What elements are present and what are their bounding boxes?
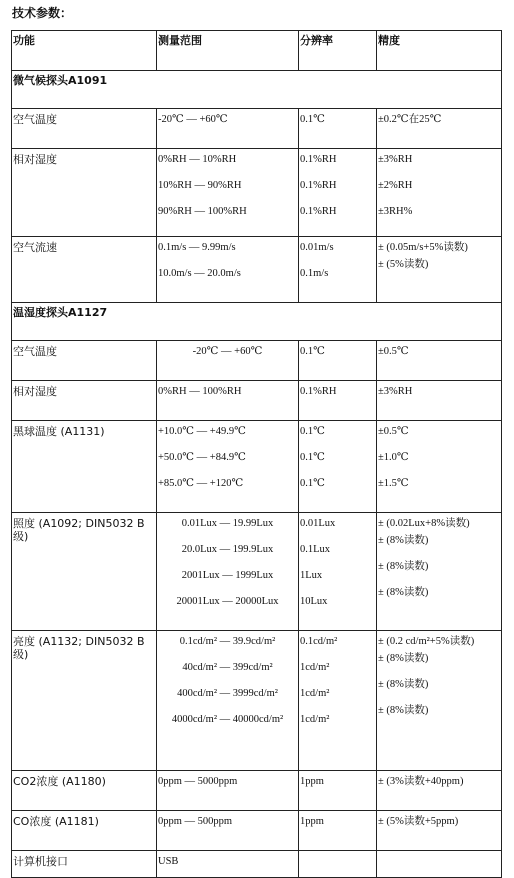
table-row: [12, 341, 502, 381]
range-value: 0%RH — 10%RH: [158, 154, 237, 165]
header-row: [12, 31, 502, 71]
resolution-cell: [299, 237, 377, 303]
accuracy-value: ±0.5℃: [378, 346, 409, 357]
resolution-value: 0.1℃: [300, 478, 325, 489]
resolution-cell: [299, 851, 377, 878]
accuracy-value: ±3RH%: [378, 206, 413, 217]
accuracy-cell: [377, 771, 502, 811]
resolution-value: 1cd/m²: [300, 688, 330, 699]
table-row: [12, 811, 502, 851]
resolution-value: 0.01Lux: [300, 518, 336, 529]
range-cell: [157, 109, 299, 149]
accuracy-value: ± (0.05m/s+5%读数): [378, 242, 468, 253]
range-value: 0.1cd/m² — 39.9cd/m²: [179, 636, 276, 647]
resolution-value: 0.1%RH: [300, 154, 337, 165]
section-heading: 温湿度探头A1127: [12, 303, 502, 341]
accuracy-value: ±0.5℃: [378, 426, 409, 437]
accuracy-value: ± (0.02Lux+8%读数): [378, 518, 470, 529]
accuracy-cell: [377, 341, 502, 381]
resolution-value: 0.1℃: [300, 346, 325, 357]
accuracy-value: ±3%RH: [378, 154, 413, 165]
accuracy-value: ± (5%读数+5ppm): [378, 816, 459, 827]
resolution-cell: [299, 381, 377, 421]
function-cell: [12, 237, 157, 303]
section-heading: 微气候探头A1091: [12, 71, 502, 109]
range-value: 400cd/m² — 3999cd/m²: [177, 688, 278, 699]
range-cell: [157, 631, 299, 771]
table-row: [12, 771, 502, 811]
accuracy-value: ± (8%读数): [378, 653, 429, 664]
accuracy-value: ±1.0℃: [378, 452, 409, 463]
header-accuracy: 精度: [377, 31, 502, 71]
function-cell: [12, 149, 157, 237]
header-resolution: 分辨率: [299, 31, 377, 71]
function-label: CO浓度 (A1181): [13, 815, 99, 828]
range-cell: [157, 237, 299, 303]
function-cell: [12, 851, 157, 878]
resolution-value: 1cd/m²: [300, 662, 330, 673]
accuracy-cell: [377, 513, 502, 631]
range-value: USB: [158, 856, 179, 867]
resolution-value: 0.1℃: [300, 114, 325, 125]
range-value: 2001Lux — 1999Lux: [181, 570, 274, 581]
resolution-cell: [299, 811, 377, 851]
accuracy-cell: [377, 851, 502, 878]
range-value: 0ppm — 500ppm: [158, 816, 233, 827]
range-value: 20.0Lux — 199.9Lux: [181, 544, 274, 555]
spec-table: [11, 30, 502, 878]
resolution-cell: [299, 149, 377, 237]
header-range: 测量范围: [157, 31, 299, 71]
resolution-cell: [299, 513, 377, 631]
range-value: 10.0m/s — 20.0m/s: [158, 268, 241, 279]
resolution-value: 1ppm: [300, 816, 324, 827]
accuracy-value: ± (8%读数): [378, 587, 429, 598]
range-value: +10.0℃ — +49.9℃: [158, 426, 246, 437]
table-row: [12, 631, 502, 771]
range-value: -20℃ — +60℃: [192, 346, 263, 357]
accuracy-value: ± (8%读数): [378, 679, 429, 690]
range-cell: [157, 811, 299, 851]
function-cell: [12, 109, 157, 149]
function-label: 照度 (A1092; DIN5032 B级): [13, 517, 145, 543]
range-value: 20001Lux — 20000Lux: [176, 596, 279, 607]
resolution-value: 0.1cd/m²: [300, 636, 338, 647]
range-value: 0.1m/s — 9.99m/s: [158, 242, 236, 253]
accuracy-value: ±1.5℃: [378, 478, 409, 489]
range-cell: [157, 149, 299, 237]
range-value: 90%RH — 100%RH: [158, 206, 247, 217]
function-label: 相对湿度: [13, 153, 57, 166]
resolution-cell: [299, 341, 377, 381]
accuracy-cell: [377, 421, 502, 513]
section-title: 技术参数：: [12, 6, 73, 20]
function-cell: [12, 341, 157, 381]
resolution-cell: [299, 109, 377, 149]
range-value: +85.0℃ — +120℃: [158, 478, 244, 489]
accuracy-cell: [377, 109, 502, 149]
accuracy-value: ±2%RH: [378, 180, 413, 191]
resolution-value: [300, 851, 375, 877]
function-cell: [12, 513, 157, 631]
function-label: 空气流速: [13, 241, 57, 254]
accuracy-value: ± (0.2 cd/m²+5%读数): [378, 636, 475, 647]
function-cell: [12, 381, 157, 421]
accuracy-value: ± (8%读数): [378, 561, 429, 572]
function-label: 空气温度: [13, 345, 57, 358]
function-cell: [12, 631, 157, 771]
resolution-value: 0.1%RH: [300, 206, 337, 217]
resolution-value: 0.01m/s: [300, 242, 334, 253]
table-row: [12, 237, 502, 303]
resolution-value: 1ppm: [300, 776, 324, 787]
accuracy-value: ±3%RH: [378, 386, 413, 397]
accuracy-cell: [377, 381, 502, 421]
resolution-cell: [299, 771, 377, 811]
function-label: CO2浓度 (A1180): [13, 775, 106, 788]
resolution-value: 10Lux: [300, 596, 328, 607]
range-value: 0ppm — 5000ppm: [158, 776, 238, 787]
table-row: [12, 109, 502, 149]
range-value: 4000cd/m² — 40000cd/m²: [171, 714, 284, 725]
table-row: [12, 513, 502, 631]
accuracy-value: ± (5%读数): [378, 259, 429, 270]
table-row: [12, 851, 502, 878]
function-label: 亮度 (A1132; DIN5032 B级): [13, 635, 145, 661]
resolution-value: 0.1℃: [300, 426, 325, 437]
accuracy-cell: [377, 811, 502, 851]
resolution-value: 0.1Lux: [300, 544, 331, 555]
range-value: 0.01Lux — 19.99Lux: [181, 518, 274, 529]
range-value: +50.0℃ — +84.9℃: [158, 452, 246, 463]
accuracy-cell: [377, 237, 502, 303]
function-label: 计算机接口: [13, 855, 68, 868]
resolution-value: 0.1℃: [300, 452, 325, 463]
accuracy-value: [378, 851, 500, 877]
range-value: -20℃ — +60℃: [158, 114, 228, 125]
resolution-value: 1Lux: [300, 570, 323, 581]
resolution-cell: [299, 421, 377, 513]
accuracy-cell: [377, 149, 502, 237]
function-cell: [12, 421, 157, 513]
function-cell: [12, 771, 157, 811]
resolution-value: 0.1%RH: [300, 386, 337, 397]
range-cell: [157, 421, 299, 513]
function-label: 空气温度: [13, 113, 57, 126]
range-cell: [157, 851, 299, 878]
range-value: 10%RH — 90%RH: [158, 180, 242, 191]
function-label: 相对湿度: [13, 385, 57, 398]
accuracy-cell: [377, 631, 502, 771]
range-value: 40cd/m² — 399cd/m²: [182, 662, 273, 673]
accuracy-value: ± (8%读数): [378, 535, 429, 546]
table-row: [12, 149, 502, 237]
accuracy-value: ±0.2℃在25℃: [378, 114, 442, 125]
section-row: [12, 303, 502, 341]
resolution-cell: [299, 631, 377, 771]
accuracy-value: ± (8%读数): [378, 705, 429, 716]
range-cell: [157, 381, 299, 421]
range-cell: [157, 771, 299, 811]
resolution-value: 0.1m/s: [300, 268, 329, 279]
range-cell: [157, 513, 299, 631]
header-function: 功能: [12, 31, 157, 71]
resolution-value: 0.1%RH: [300, 180, 337, 191]
table-row: [12, 381, 502, 421]
function-label: 黑球温度 (A1131): [13, 425, 105, 438]
function-cell: [12, 811, 157, 851]
resolution-value: 1cd/m²: [300, 714, 330, 725]
section-row: [12, 71, 502, 109]
accuracy-value: ± (3%读数+40ppm): [378, 776, 464, 787]
table-row: [12, 421, 502, 513]
range-cell: [157, 341, 299, 381]
range-value: 0%RH — 100%RH: [158, 386, 242, 397]
